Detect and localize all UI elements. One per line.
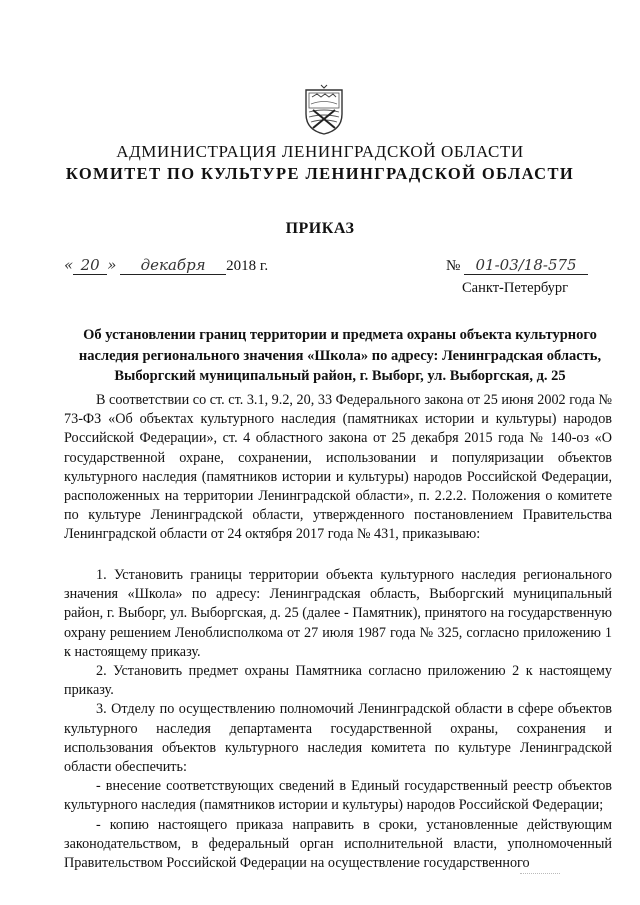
order-number (446, 256, 588, 275)
date-month: декабря (120, 256, 226, 275)
organization-name: АДМИНИСТРАЦИЯ ЛЕНИНГРАДСКОЙ ОБЛАСТИ (116, 142, 524, 161)
order-subject: Об установлении границ территории и предмета охраны объекта культурного наследия регионального значения «Школа» по адресу: Ленинградская область, Выборгский муниципальный район, г. Выборг, ул. Выборгская, д. 25 (78, 327, 602, 384)
order-item-1: 1. Установить границы территории объекта культурного наследия регионального значения «Школа» по адресу: Ленинградская область, Выборгский муниципальный район, г. Выборг, ул. Выборгская, д. 25 (далее - Памятник), принятого на государственную охрану решением Леноблисполкома от 27 июля 1987 года № 325, согласно приложению 1 к настоящему приказу. (64, 567, 612, 660)
date-open-quote: « (64, 256, 74, 274)
order-items (64, 566, 612, 873)
order-date (64, 256, 268, 275)
number-label: № (446, 258, 461, 274)
committee-name: КОМИТЕТ ПО КУЛЬТУРЕ ЛЕНИНГРАДСКОЙ ОБЛАСТИ (65, 164, 575, 183)
number-value: 01-03/18-575 (464, 256, 588, 275)
order-item-3-bullet-2: - копию настоящего приказа направить в сроки, установленные действующим законодательством, в федеральный орган исполнительной власти, уполномоченный Правительством Российской Федерации на осуществление государственного (64, 816, 612, 872)
date-close-quote: » (107, 256, 117, 274)
preamble-block (64, 391, 612, 545)
date-year: 2018 г. (226, 258, 269, 274)
coat-of-arms-icon (303, 84, 345, 136)
preamble-paragraph: В соответствии со ст. ст. 3.1, 9.2, 20, 33 Федерального закона от 25 июня 2002 года № 73-ФЗ «Об объектах культурного наследия (памятниках истории и культуры) народов Российской Федерации», ст. 4 областного закона от 25 декабря 2015 года № 140-оз «О государственной охране, сохранении, использовании и популяризации объектов культурного наследия (памятников истории и культуры) народов Российской Федерации, расположенных на территории Ленинградской области», п. 2.2.2. Положения о комитете по культуре Ленинградской области, утвержденного постановлением Правительства Ленинградской области от 24 октября 2017 года № 431, приказываю: (64, 392, 612, 543)
order-item-3: 3. Отделу по осуществлению полномочий Ленинградской области в сфере объектов культурного наследия департамента государственной охраны, сохранения и использования объектов культурного наследия комитета по культуре Ленинградской области обеспечить: (64, 701, 612, 776)
city: Санкт-Петербург (462, 280, 569, 296)
document-title: ПРИКАЗ (285, 220, 355, 237)
scan-artifact (520, 873, 560, 880)
order-item-2: 2. Установить предмет охраны Памятника согласно приложению 2 к настоящему приказу. (64, 663, 612, 699)
order-item-3-bullet-1: - внесение соответствующих сведений в Единый государственный реестр объектов культурного наследия (памятников истории и культуры) народов Российской Федерации; (64, 778, 612, 814)
date-day: 20 (73, 256, 107, 275)
